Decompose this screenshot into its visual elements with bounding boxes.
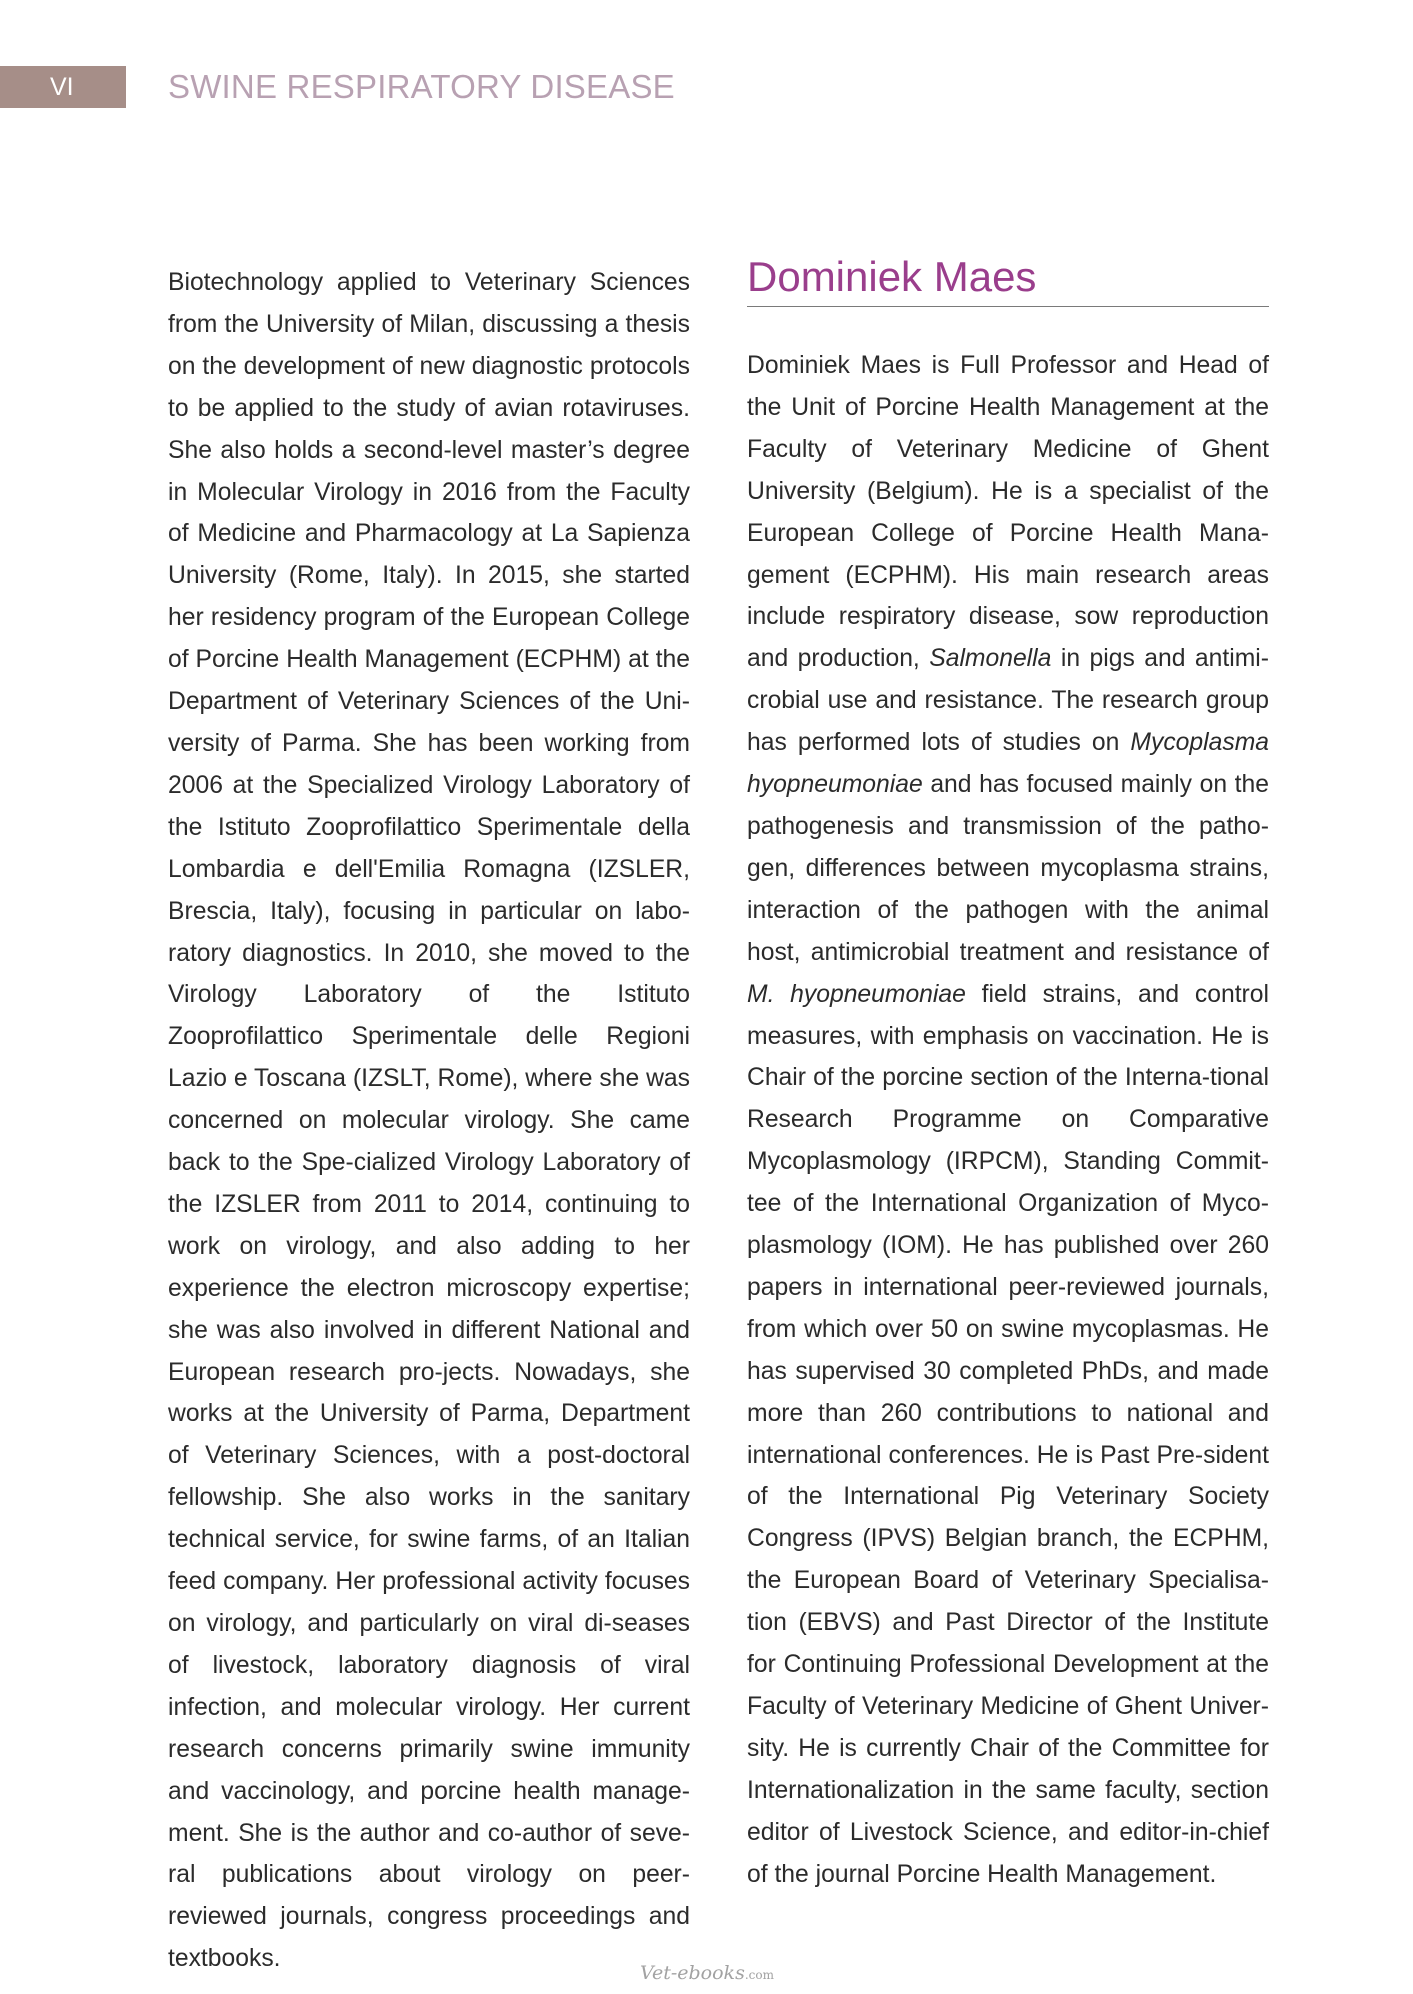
watermark-logo <box>640 1962 774 1984</box>
running-head-title: SWINE RESPIRATORY DISEASE <box>168 68 675 105</box>
italic-term-mycoplasma: Mycoplasma hyopneumoniae <box>747 729 1269 799</box>
italic-term-m-hyopneumoniae: M. hyopneumoniae <box>747 980 966 1008</box>
biography-paragraph: Biotechnology applied to Veterinary Sciences from the University of Milan, discussing a thesis on the development of new diagnostic protocols to be applied to the study of avian rotaviruses. She also holds a second-level master’s degree in Molecular Virology in 2016 from the Faculty of Medicine and Pharmacology at La Sapienza University (Rome, Italy). In 2015, she started her residency program of the European College of Porcine Health Management (ECPHM) at the Department of Veterinary Sciences of the Uni-versity of Parma. She has been working from 2006 at the Specialized Virology Laboratory of the Istituto Zooprofilattico Sperimentale della Lombardia e dell'Emilia Romagna (IZSLER, Brescia, Italy), focusing in particular on labo-ratory diagnostics. In 2010, she moved to the Virology Laboratory of the Istituto Zooprofilattico Sperimentale delle Regioni Lazio e Toscana (IZSLT, Rome), where she was concerned on molecular virology. She came back to the Spe-cialized Virology Laboratory of the IZSLER from 2011 to 2014, continuing to work on virology, and also adding to her experience the electron microscopy expertise; she was also involved in different National and European research pro-jects. Nowadays, she works at the University of Parma, Department of Veterinary Sciences, with a post-doctoral fellowship. She also works in the sanitary technical service, for swine farms, of an Italian feed company. Her professional activity focuses on virology, and particularly on viral di-seases of livestock, laboratory diagnosis of viral infection, and molecular virology. Her current research concerns primarily swine immunity and vaccinology, and porcine health manage-ment. She is the author and co-author of seve-ral publications about virology on peer-reviewed journals, congress proceedings and textbooks. <box>168 269 690 1973</box>
italic-term-salmonella: Salmonella <box>929 645 1052 673</box>
left-column-biography <box>168 262 690 1980</box>
section-heading-dominiek-maes: Dominiek Maes <box>747 250 1269 307</box>
watermark-text: Vet-ebooks <box>640 1962 745 1984</box>
text-segment: Dominiek Maes is Full Professor and Head of the Unit of Porcine Health Management at the Faculty of Veterinary Medicine of Ghent University (Belgium). He is a specialist of the European College of Porcine Health Mana-gement (ECPHM). His main research areas include respiratory disease, sow reproduction and production, <box>747 352 1269 673</box>
text-segment: and has focused mainly on the pathogenesis and transmission of the patho-gen, differences between mycoplasma strains, interaction of the pathogen with the animal host, antimicrobial treatment and resistance of <box>747 771 1269 966</box>
text-segment: field strains, and control measures, with emphasis on vaccination. He is Chair of the porcine section of the Interna-tional Research Programme on Comparative Mycoplasmology (IRPCM), Standing Commit-tee of the International Organization of Myco-plasmology (IOM). He has published over 260 papers in international peer-reviewed journals, from which over 50 on swine mycoplasmas. He has supervised 30 completed PhDs, and made more than 260 contributions to national and international conferences. He is Past Pre-sident of the International Pig Veterinary Society Congress (IPVS) Belgian branch, the ECPHM, the European Board of Veterinary Specialisa-tion (EBVS) and Past Director of the Institute for Continuing Professional Development at the Faculty of Veterinary Medicine of Ghent Univer-sity. He is currently Chair of the Committee for Internationalization in the same faculty, section editor of Livestock Science, and editor-in-chief of the journal Porcine Health Management. <box>747 980 1269 1888</box>
page-number-tab <box>0 66 126 108</box>
page-number: VI <box>50 73 74 101</box>
watermark-domain: .com <box>744 1968 774 1982</box>
maes-biography-paragraph <box>747 345 1269 1896</box>
right-column-biography <box>747 345 1269 1896</box>
text-segment: in pigs and antimi-crobial use and resistance. The research group has performed lots of studies on <box>747 645 1269 757</box>
